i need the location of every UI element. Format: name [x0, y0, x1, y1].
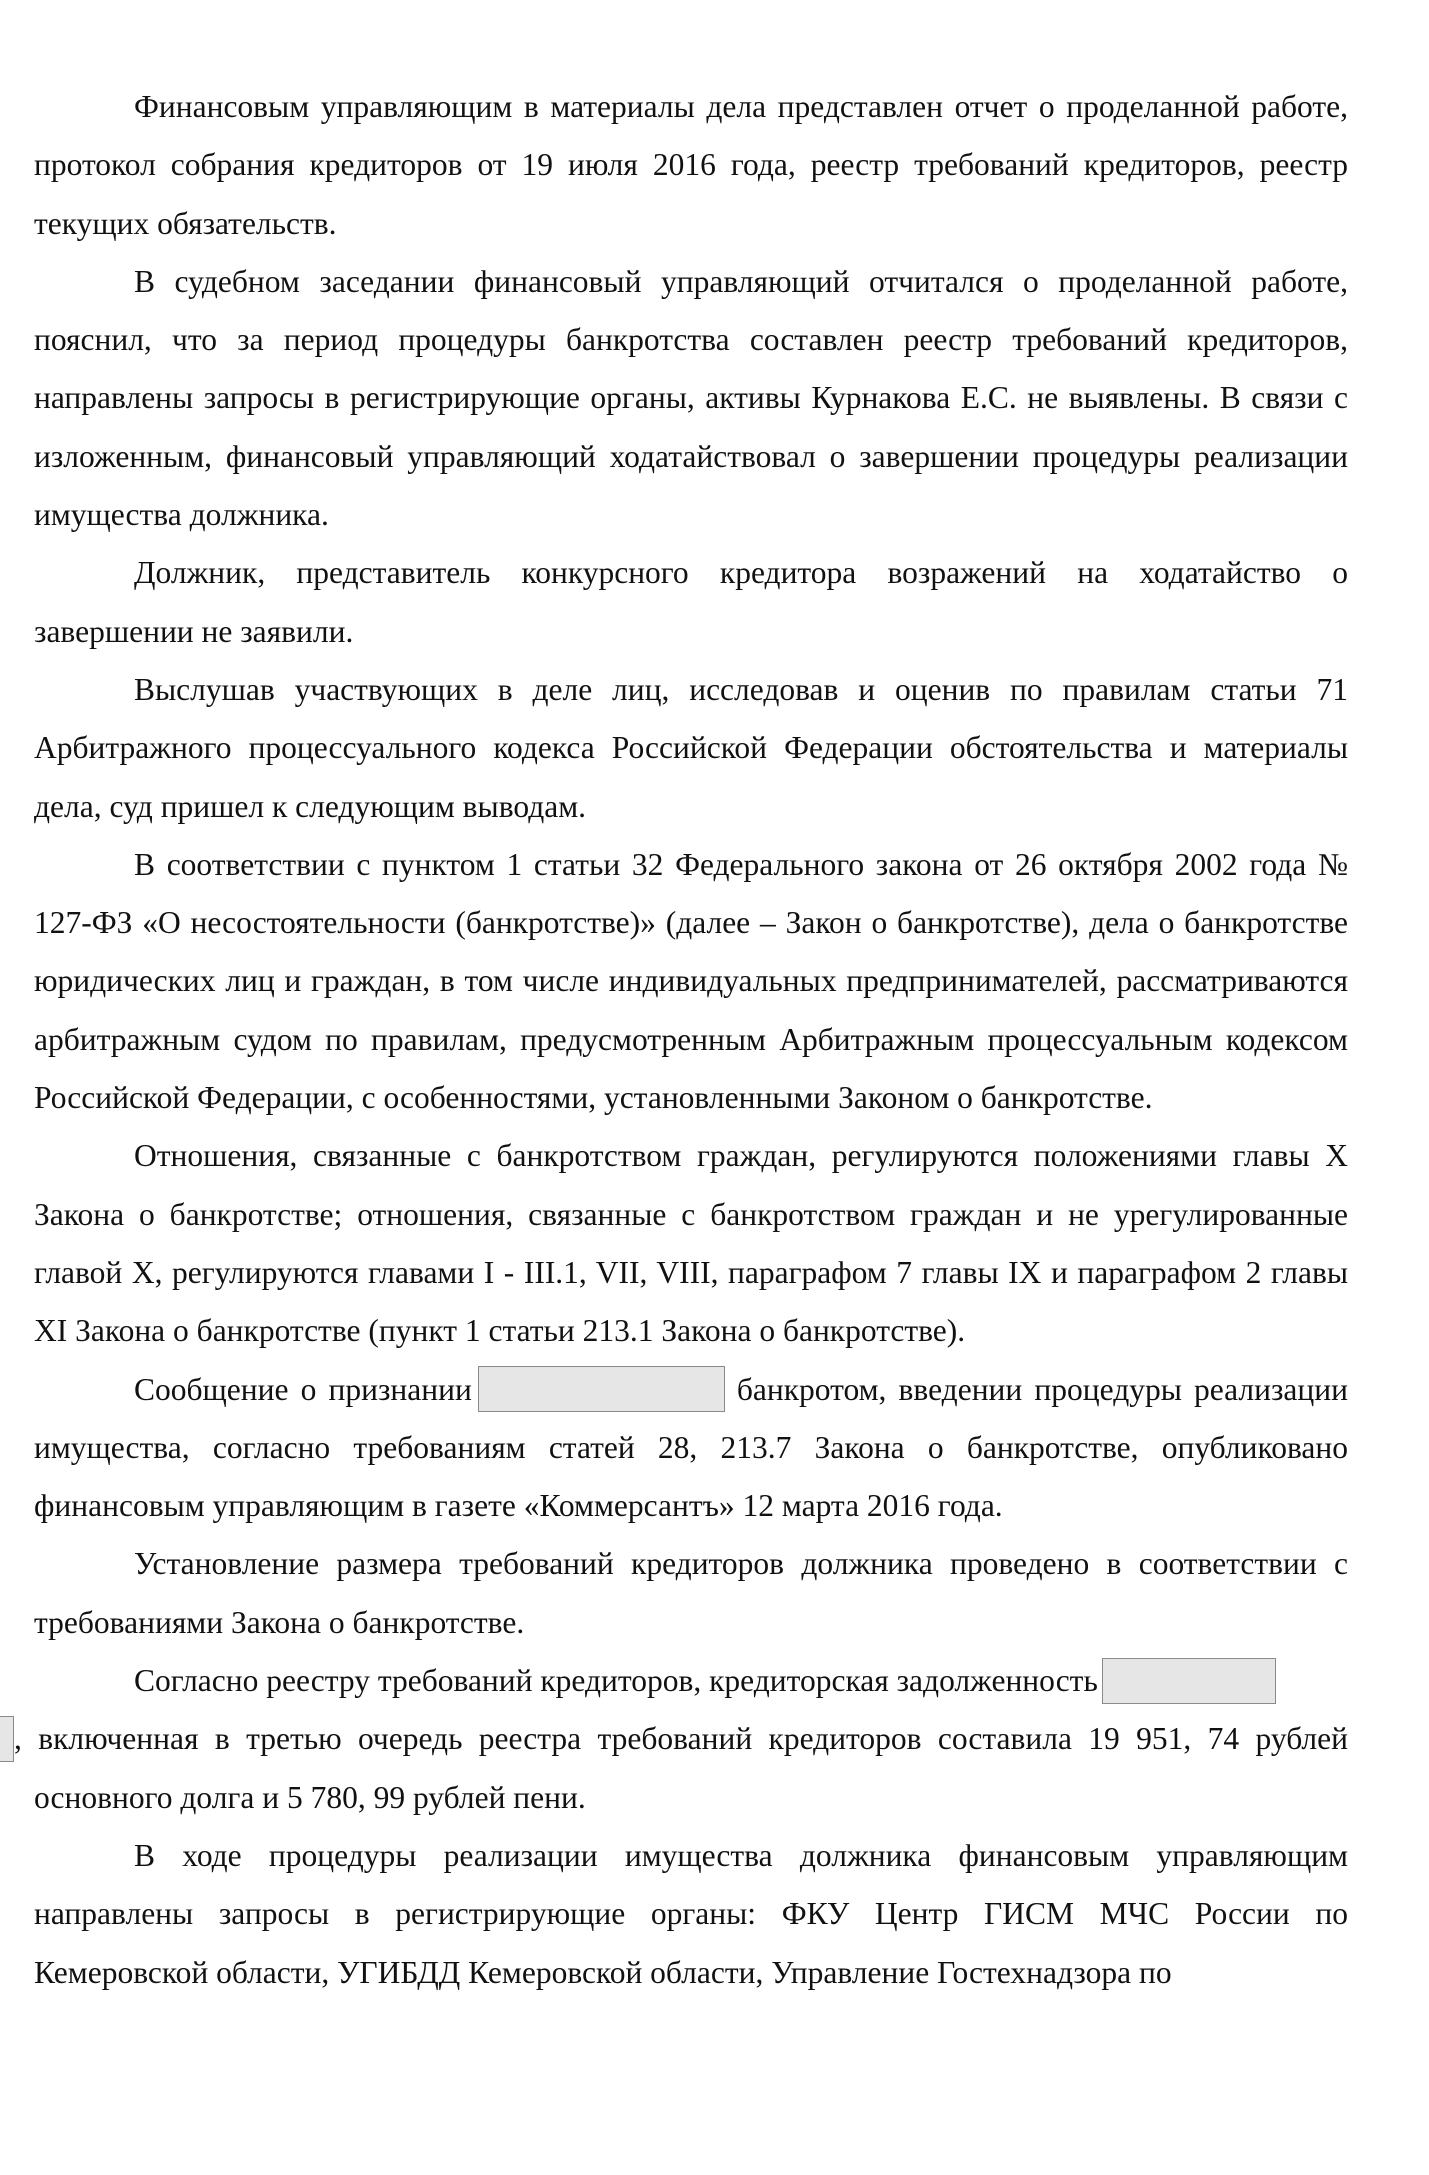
paragraph-law-article-32: В соответствии с пунктом 1 статьи 32 Федерального закона от 26 октября 2002 года № 127-ФЗ «О несостоятельности (банкротстве)» (далее – Закон о банкротстве), дела о банкротстве юридических лиц и граждан, в том числе индивидуальных предпринимателей, рассматриваются арбитражным судом по правилам, предусмотренным Арбитражным процессуальным кодексом Российской Федерации, с особенностями, установленными Законом о банкротстве. — [34, 846, 1348, 1116]
paragraph-chapter-x: Отношения, связанные с банкротством граждан, регулируются положениями главы X Закона о банкротстве; отношения, связанные с банкротством граждан и не урегулированные главой X, регулируются главами I - III.1, VII, VIII, параграфом 7 главы IX и параграфом 2 главы XI Закона о банкротстве (пункт 1 статьи 213.1 Закона о банкротстве). — [34, 1138, 1348, 1349]
publication-text-start: Сообщение о признании — [134, 1371, 472, 1407]
creditor-debt-text-end: , включенная в третью очередь реестра требований кредиторов составила 19 951, 74 рублей основного долга и 5 780, 99 рублей пени. — [14, 1721, 1348, 1815]
redacted-name-box — [478, 1366, 725, 1412]
paragraph-creditor-debt — [14, 1652, 1348, 1827]
creditor-debt-text-start: Согласно реестру требований кредиторов, кредиторская задолженность — [134, 1663, 1098, 1699]
paragraph-hearing: В судебном заседании финансовый управляющий отчитался о проделанной работе, пояснил, что за период процедуры банкротства составлен реестр требований кредиторов, направлены запросы в регистрирующие органы, активы Курнакова Е.С. не выявлены. В связи с изложенным, финансовый управляющий ходатайствовал о завершении процедуры реализации имущества должника. — [34, 263, 1348, 533]
paragraph-court-findings: Выслушав участвующих в деле лиц, исследовав и оценив по правилам статьи 71 Арбитражного процессуального кодекса Российской Федерации обстоятельства и материалы дела, суд пришел к следующим выводам. — [34, 671, 1348, 824]
paragraph-publication — [34, 1361, 1348, 1536]
document-page — [14, 78, 1348, 2002]
paragraph-claims-size: Установление размера требований кредиторов должника проведено в соответствии с требованиями Закона о банкротстве. — [34, 1546, 1348, 1640]
redacted-creditor-box — [1102, 1658, 1276, 1704]
redacted-creditor-box-continued — [0, 1716, 14, 1762]
paragraph-report: Финансовым управляющим в материалы дела представлен отчет о проделанной работе, протокол собрания кредиторов от 19 июля 2016 года, реестр требований кредиторов, реестр текущих обязательств. — [34, 89, 1348, 241]
paragraph-no-objections: Должник, представитель конкурсного кредитора возражений на ходатайство о завершении не заявили. — [34, 555, 1348, 649]
publication-text-end: банкротом, введении процедуры реализации имущества, согласно требованиям статей 28, 213.7 Закона о банкротстве, опубликовано финансовым управляющим в газете «Коммерсантъ» 12 марта 2016 года. — [34, 1371, 1348, 1524]
paragraph-requests: В ходе процедуры реализации имущества должника финансовым управляющим направлены запросы в регистрирующие органы: ФКУ Центр ГИСМ МЧС России по Кемеровской области, УГИБДД Кемеровской области, Управление Гостехнадзора по — [34, 1837, 1348, 1990]
